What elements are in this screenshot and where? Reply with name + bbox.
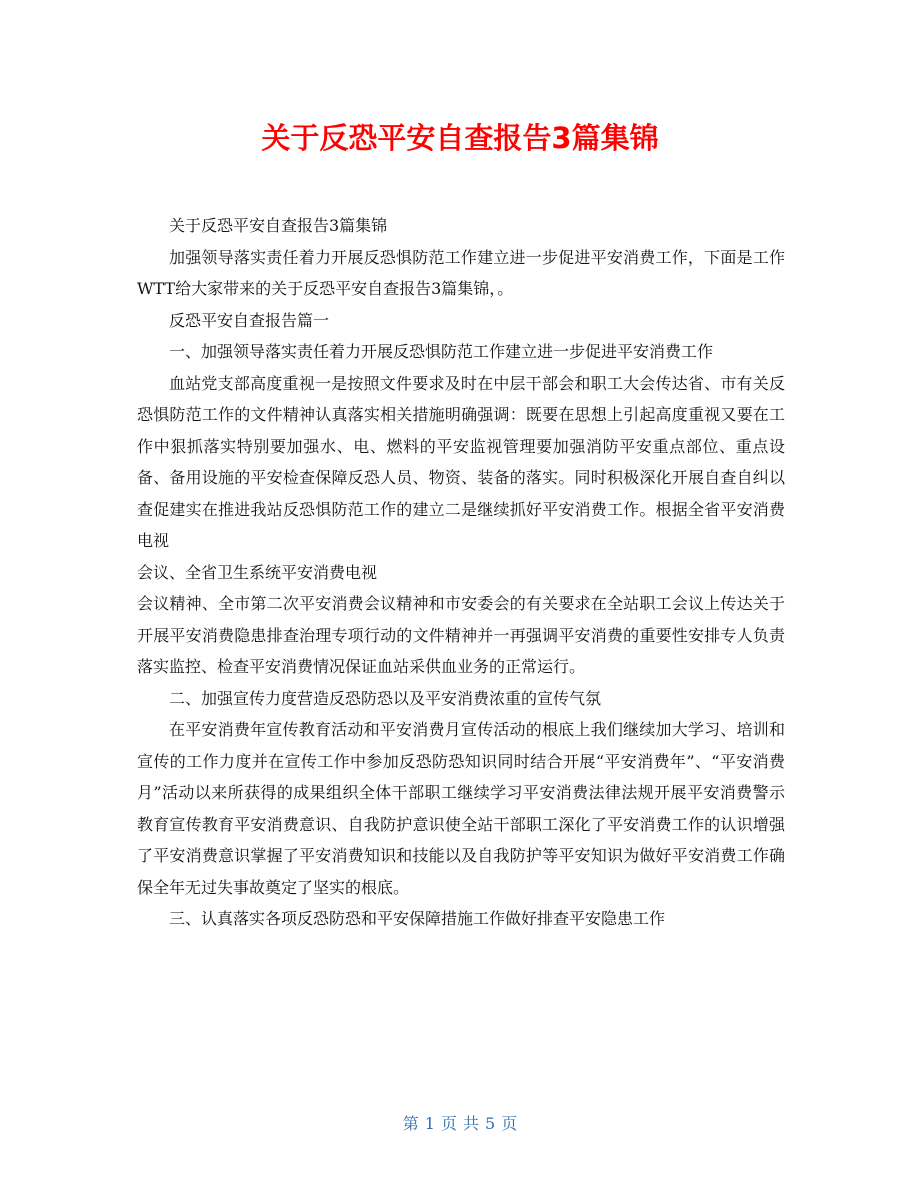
page-footer: [0, 1112, 920, 1136]
footer-ye: 页: [440, 1114, 457, 1133]
paragraph: 加强领导落实责任着力开展反恐惧防范工作建立进一步促进平安消费工作，下面是工作WTT给大家带来的关于反恐平安自查报告3篇集锦，。: [137, 247, 785, 298]
footer-page-number: 1: [424, 1114, 435, 1133]
footer-gong: 共: [463, 1114, 480, 1133]
paragraph: 在平安消费年宣传教育活动和平安消费月宣传活动的根底上我们继续加大学习、培训和宣传的工作力度并在宣传工作中参加反恐防恐知识同时结合开展“平安消费年”、“平安消费月”活动以来所获得的成果组织全体干部职工继续学习平安消费法律法规开展平安消费警示教育宣传教育平安消费意识、自我防护意识使全站干部职工深化了平安消费工作的认识增强了平安消费意识掌握了平安消费知识和技能以及自我防护等平安知识为做好平安消费工作确保全年无过失事故奠定了坚实的根底。: [137, 720, 785, 897]
section-heading: 三、认真落实各项反恐防恐和平安保障措施工作做好排查平安隐患工作: [169, 909, 666, 928]
paragraph: 反恐平安自查报告篇一: [169, 310, 330, 330]
footer-total-pages: 5: [485, 1114, 496, 1133]
section-heading: 一、加强领导落实责任着力开展反恐惧防范工作建立进一步促进平安消费工作: [169, 342, 714, 361]
paragraph: 会议、全省卫生系统平安消费电视: [137, 562, 378, 582]
document-title: 关于反恐平安自查报告3篇集锦: [261, 121, 659, 155]
footer-di: 第: [402, 1114, 419, 1133]
paragraph: 血站党支部高度重视一是按照文件要求及时在中层干部会和职工大会传达省、市有关反恐惧防范工作的文件精神认真落实相关措施明确强调：既要在思想上引起高度重视又要在工作中狠抓落实特别要加强水、电、燃料的平安监视管理要加强消防平安重点部位、重点设备、备用设施的平安检查保障反恐人员、物资、装备的落实。同时积极深化开展自查自纠以查促建实在推进我站反恐惧防范工作的建立二是继续抓好平安消费工作。根据全省平安消费电视: [137, 373, 785, 550]
section-heading: 二、加强宣传力度营造反恐防恐以及平安消费浓重的宣传气氛: [169, 688, 602, 708]
document-body: [137, 210, 785, 935]
footer-ye2: 页: [501, 1114, 518, 1133]
paragraph: 关于反恐平安自查报告3篇集锦: [169, 216, 388, 235]
paragraph: 会议精神、全市第二次平安消费会议精神和市安委会的有关要求在全站职工会议上传达关于开展平安消费隐患排查治理专项行动的文件精神并一再强调平安消费的重要性安排专人负责落实监控、检查平安消费情况保证血站采供血业务的正常运行。: [137, 594, 785, 676]
